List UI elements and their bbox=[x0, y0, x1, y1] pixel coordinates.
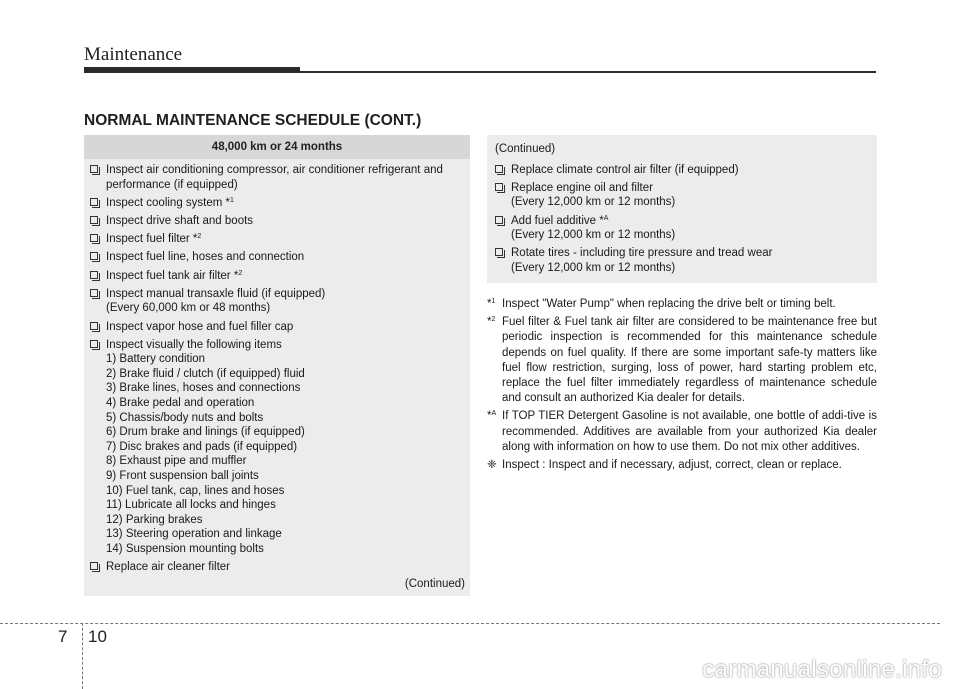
header-title: Maintenance bbox=[84, 44, 183, 65]
footnote bbox=[487, 409, 877, 455]
checklist-item bbox=[90, 232, 464, 247]
item-subtext: (Every 60,000 km or 48 months) bbox=[106, 302, 271, 315]
item-text: Add fuel additive *$^A$ bbox=[511, 214, 609, 227]
watermark: carmanualsonline.info bbox=[702, 656, 942, 683]
footnote-mark: *$^A$ bbox=[487, 410, 497, 423]
footer-rule bbox=[0, 623, 940, 624]
checklist-item bbox=[90, 287, 464, 316]
item-subtext: 5) Chassis/body nuts and bolts bbox=[106, 411, 264, 424]
footnote-mark: *$^2$ bbox=[487, 316, 496, 329]
continued-label-right: (Continued) bbox=[495, 143, 556, 155]
footnotes bbox=[487, 297, 877, 476]
footnote-ref: 1 bbox=[230, 196, 234, 204]
page-number: 10 bbox=[88, 627, 107, 646]
checkbox-icon bbox=[495, 216, 503, 224]
section-title: NORMAL MAINTENANCE SCHEDULE (CONT.) bbox=[84, 112, 422, 129]
checkbox-icon bbox=[495, 183, 503, 191]
item-subtext: 11) Lubricate all locks and hinges bbox=[106, 499, 276, 512]
footer-divider bbox=[82, 623, 83, 689]
checklist-item bbox=[90, 560, 464, 575]
footnote bbox=[487, 458, 877, 473]
footnote bbox=[487, 315, 877, 406]
schedule-table-left bbox=[84, 135, 470, 596]
checkbox-icon bbox=[90, 322, 98, 330]
item-subtext: 14) Suspension mounting bolts bbox=[106, 543, 264, 555]
item-subtext: 9) Front suspension ball joints bbox=[106, 470, 259, 483]
interval-heading: 48,000 km or 24 months bbox=[84, 135, 470, 159]
checklist-item bbox=[90, 163, 464, 192]
item-text: Inspect visually the following items bbox=[106, 338, 282, 351]
checklist-item bbox=[495, 246, 871, 275]
checkbox-icon bbox=[495, 165, 503, 173]
right-item-list bbox=[487, 157, 877, 276]
header-rule-thick bbox=[84, 67, 300, 73]
checklist-item bbox=[90, 320, 464, 335]
checkbox-icon bbox=[90, 234, 98, 242]
checklist-item bbox=[90, 214, 464, 229]
footnote-mark: ❈ bbox=[487, 459, 497, 472]
item-subtext: 12) Parking brakes bbox=[106, 513, 203, 526]
item-subtext: 2) Brake fluid / clutch (if equipped) fluid bbox=[106, 367, 305, 380]
footnote-ref: 2 bbox=[197, 233, 202, 241]
footnote-text: Fuel filter & Fuel tank air filter are considered to be maintenance free but periodic inspection is recommended for this maintenance schedule depends on fuel quality. If there are some important safe-ty matters like fuel flow restriction, surging, loss of power, hard starting problem etc, replace the fuel filter immediately regardless of maintenance schedule and consult an authorized Kia dealer for details. bbox=[502, 316, 877, 405]
item-subtext: (Every 12,000 km or 12 months) bbox=[511, 229, 676, 242]
header-rule-thin bbox=[300, 71, 876, 73]
item-subtext: 6) Drum brake and linings (if equipped) bbox=[106, 426, 305, 439]
item-subtext: 3) Brake lines, hoses and connections bbox=[106, 382, 301, 395]
checklist-item bbox=[90, 338, 464, 557]
item-text: Inspect fuel line, hoses and connection bbox=[106, 251, 305, 264]
item-text: Replace climate control air filter (if equipped) bbox=[511, 163, 739, 176]
item-text: Replace air cleaner filter bbox=[106, 561, 231, 574]
checkbox-icon bbox=[90, 216, 98, 224]
item-subtext: 10) Fuel tank, cap, lines and hoses bbox=[106, 484, 285, 497]
item-text: Inspect drive shaft and boots bbox=[106, 214, 254, 227]
footnote-ref: 2 bbox=[238, 269, 243, 277]
checkbox-icon bbox=[90, 271, 98, 279]
checkbox-icon bbox=[90, 289, 98, 297]
item-text: Inspect cooling system *$^1$ bbox=[106, 196, 234, 209]
checklist-item bbox=[90, 196, 464, 211]
checklist-item bbox=[90, 250, 464, 265]
continued-label: (Continued) bbox=[404, 578, 465, 590]
item-text: Replace engine oil and filter bbox=[511, 181, 653, 194]
checkbox-icon bbox=[90, 562, 98, 570]
checklist-item bbox=[495, 214, 871, 243]
footnote bbox=[487, 297, 877, 312]
item-text: Inspect fuel tank air filter *$^2$ bbox=[106, 269, 243, 282]
footnote-text: Inspect : Inspect and if necessary, adjust, correct, clean or replace. bbox=[502, 459, 842, 472]
item-text: Inspect fuel filter *$^2$ bbox=[106, 233, 202, 246]
item-subtext: (Every 12,000 km or 12 months) bbox=[511, 261, 676, 274]
checkbox-icon bbox=[90, 340, 98, 348]
item-text: Inspect vapor hose and fuel filler cap bbox=[106, 320, 294, 333]
checklist-item bbox=[495, 181, 871, 210]
left-item-list bbox=[84, 159, 470, 575]
checklist-item bbox=[90, 269, 464, 284]
checklist-item bbox=[495, 163, 871, 178]
item-subtext: 1) Battery condition bbox=[106, 353, 206, 366]
footnote-text: If TOP TIER Detergent Gasoline is not available, one bottle of addi-tive is recommended. Additives are available from your authorized Kia dealer along with information on how to use them. Do not mix other additives. bbox=[502, 410, 877, 453]
item-subtext: 7) Disc brakes and pads (if equipped) bbox=[106, 440, 298, 453]
checkbox-icon bbox=[90, 252, 98, 260]
item-subtext: 8) Exhaust pipe and muffler bbox=[106, 455, 247, 468]
item-text: Inspect manual transaxle fluid (if equipped) bbox=[106, 287, 326, 300]
footnote-text: Inspect "Water Pump" when replacing the drive belt or timing belt. bbox=[502, 298, 836, 310]
item-subtext: 13) Steering operation and linkage bbox=[106, 528, 282, 541]
item-subtext: 4) Brake pedal and operation bbox=[106, 397, 255, 410]
checkbox-icon bbox=[495, 248, 503, 256]
item-subtext: (Every 12,000 km or 12 months) bbox=[511, 196, 676, 209]
checkbox-icon bbox=[90, 198, 98, 206]
checkbox-icon bbox=[90, 165, 98, 173]
footnote-ref: A bbox=[603, 214, 609, 222]
footnote-mark: *$^1$ bbox=[487, 298, 496, 310]
item-text: Rotate tires - including tire pressure and tread wear bbox=[511, 247, 773, 260]
item-text: Inspect air conditioning compressor, air conditioner refrigerant and bbox=[106, 164, 443, 176]
item-subtext: performance (if equipped) bbox=[106, 178, 238, 191]
schedule-table-right bbox=[487, 135, 877, 283]
chapter-number: 7 bbox=[58, 627, 68, 646]
